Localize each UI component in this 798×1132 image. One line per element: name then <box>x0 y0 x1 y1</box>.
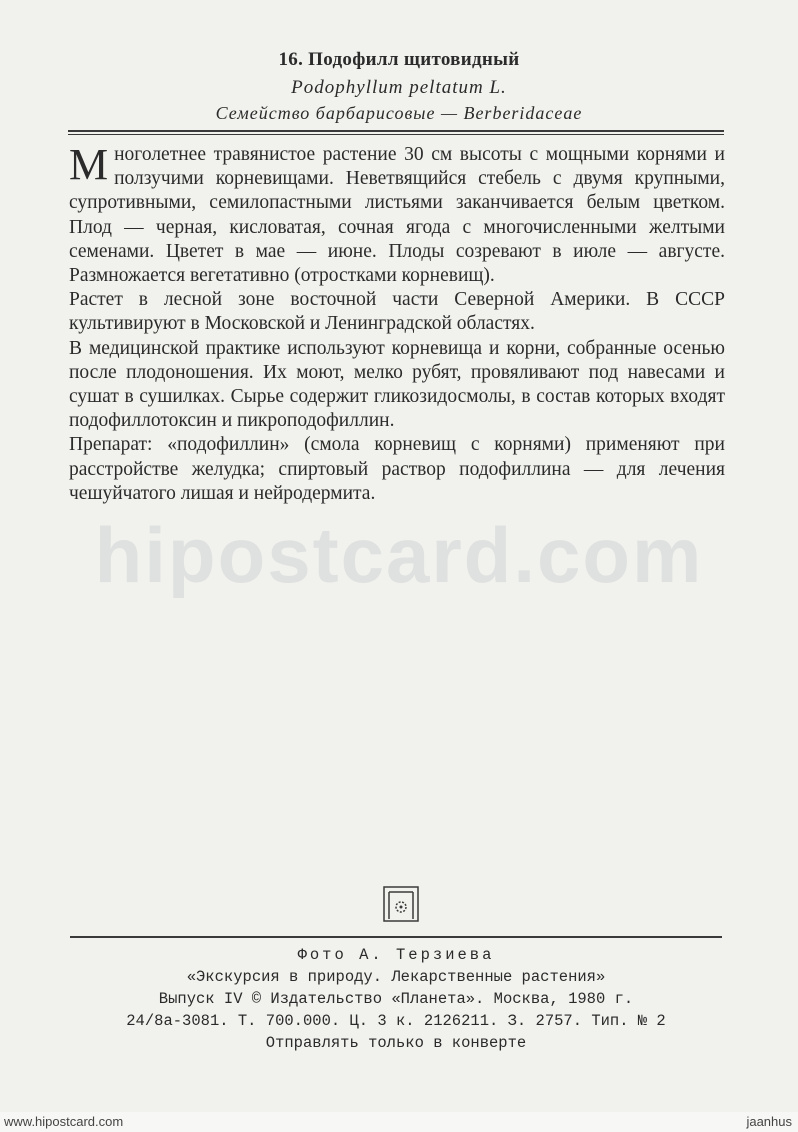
description-text <box>69 140 725 506</box>
mailing-note: Отправлять только в конверте <box>265 1034 527 1052</box>
publisher-credits <box>70 944 722 1054</box>
bottom-rule <box>70 936 722 938</box>
site-url: www.hipostcard.com <box>4 1114 124 1129</box>
top-rule <box>68 130 724 132</box>
publisher-logo-icon <box>383 886 419 922</box>
drop-cap: М <box>69 140 109 189</box>
watermark: hipostcard.com <box>94 511 704 599</box>
plant-family: Семейство барбарисовые — Berberidaceae <box>215 103 583 123</box>
paragraph-medical-use: В медицинской практике используют корневища и корни, собранные осенью после плодоношения. Их моют, мелко рубят, провяливают под навесами и сушат в сушилках. Сырье содержит гликозидосмолы, в состав которых входят подофиллотоксин и пикроподофиллин. <box>69 337 725 432</box>
series-name: «Экскурсия в природу. Лекарственные растения» <box>186 968 606 986</box>
card-title: 16. Подофилл щитовидный <box>278 49 520 70</box>
print-info: 24/8а-3081. Т. 700.000. Ц. 3 к. 2126211. З. 2757. Тип. № 2 <box>126 1012 666 1030</box>
top-rule-thin <box>68 134 724 135</box>
paragraph-description <box>69 140 725 288</box>
photo-credit: Фото А. Терзиева <box>297 946 495 964</box>
issue-info: Выпуск IV © Издательство «Планета». Москва, 1980 г. <box>158 990 634 1008</box>
site-footer <box>0 1112 798 1132</box>
latin-name: Podophyllum peltatum L. <box>291 77 507 98</box>
paragraph-description-text: ноголетнее травянистое растение 30 см высоты с мощными корнями и ползучими корневищами. Неветвящийся стебель с двумя крупными, супротивными, семилопастными листьями заканчивается белым цветком. Плод — черная, кисловатая, сочная ягода с многочисленными желтыми семенами. Цветет в мае — июне. Плоды созревают в июле — августе. Размножается вегетативно (отростками корневищ). <box>69 144 725 287</box>
seller-name: jaanhus <box>746 1114 792 1129</box>
paragraph-distribution: Растет в лесной зоне восточной части Северной Америки. В СССР культивируют в Московской и Ленинградской областях. <box>69 289 725 335</box>
paragraph-preparation: Препарат: «подофиллин» (смола корневищ с корнями) применяют при расстройстве желудка; спиртовый раствор подофиллина — для лечения чешуйчатого лишая и нейродермита. <box>69 434 725 504</box>
